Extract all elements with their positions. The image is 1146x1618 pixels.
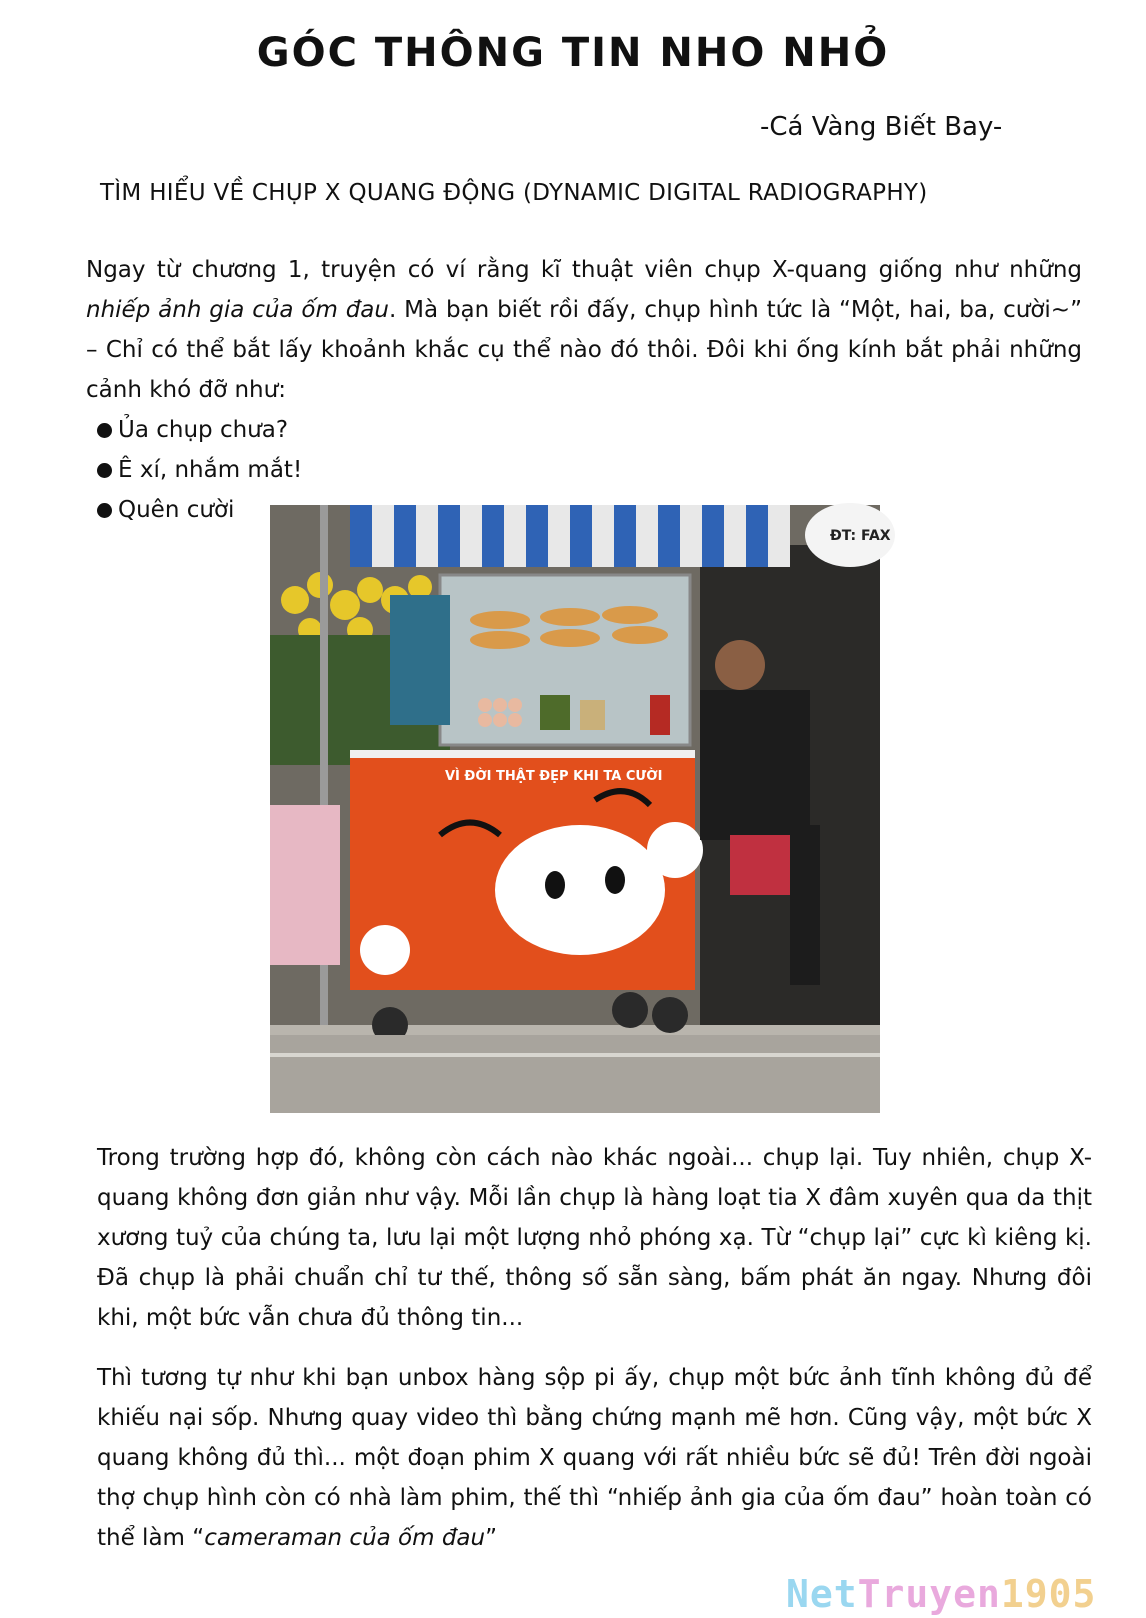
street-cart-photo bbox=[270, 505, 891, 1113]
bullet-dot-icon bbox=[97, 423, 112, 438]
retake-paragraph: Trong trường hợp đó, không còn cách nào khác ngoài... chụp lại. Tuy nhiên, chụp X-quang không đơn giản như vậy. Mỗi lần chụp là hàng loạt tia X đâm xuyên qua da thịt xương tuỷ của chúng ta, lưu lại một lượng nhỏ phóng xạ. Từ “chụp lại” cực kì kiêng kị. Đã chụp là phải chuẩn chỉ tư thế, thông số sẵn sàng, bấm phát ăn ngay. Nhưng đôi khi, một bức vẫn chưa đủ thông tin... bbox=[97, 1145, 1092, 1331]
photo-illustration bbox=[270, 505, 891, 1113]
site-watermark bbox=[786, 1572, 1096, 1616]
section-heading: TÌM HIỂU VỀ CHỤP X QUANG ĐỘNG (DYNAMIC DIGITAL RADIOGRAPHY) bbox=[100, 180, 928, 206]
bullet-item bbox=[97, 410, 302, 450]
intro-text-italic: nhiếp ảnh gia của ốm đau bbox=[86, 297, 389, 323]
bullet-text: Quên cười bbox=[118, 497, 235, 523]
author-signature: -Cá Vàng Biết Bay- bbox=[760, 112, 1003, 142]
bullet-dot-icon bbox=[97, 503, 112, 518]
page-title: GÓC THÔNG TIN NHO NHỎ bbox=[256, 30, 890, 76]
video-analogy-paragraph bbox=[97, 1358, 1092, 1558]
intro-text-part1: Ngay từ chương 1, truyện có ví rằng kĩ thuật viên chụp X-quang giống như những bbox=[86, 257, 1082, 283]
analogy-text-part1: Thì tương tự như khi bạn unbox hàng sộp pi ấy, chụp một bức ảnh tĩnh không đủ để khiếu nại sốp. Nhưng quay video thì bằng chứng mạnh mẽ hơn. Cũng vậy, một bức X quang không đủ thì... một đoạn phim X quang với rất nhiều bức sẽ đủ! Trên đời ngoài thợ chụp hình còn có nhà làm phim, thế thì “nhiếp ảnh gia của ốm đau” hoàn toàn có thể làm “ bbox=[97, 1365, 1092, 1551]
watermark-part2: Truyen bbox=[857, 1572, 1001, 1616]
intro-paragraph bbox=[86, 250, 1082, 410]
bullet-dot-icon bbox=[97, 463, 112, 478]
bullet-text: Ê xí, nhắm mắt! bbox=[118, 457, 303, 483]
watermark-part1: Net bbox=[786, 1572, 858, 1616]
analogy-text-part2: ” bbox=[485, 1525, 498, 1551]
watermark-part3: 1905 bbox=[1000, 1572, 1097, 1616]
intro-text-part2: . Mà bạn biết rồi đấy, chụp hình tức là “Một, hai, ba, cười~” – Chỉ có thể bắt lấy khoảnh khắc cụ thể nào đó thôi. Đôi khi ống kính bắt phải những cảnh khó đỡ như: bbox=[86, 297, 1082, 403]
shop-sign-text: ĐT: FAX bbox=[830, 528, 891, 544]
cart-slogan-text: VÌ ĐỜI THẬT ĐẸP KHI TA CƯỜI bbox=[445, 769, 663, 784]
bullet-item bbox=[97, 450, 302, 490]
analogy-text-italic: cameraman của ốm đau bbox=[204, 1525, 486, 1551]
bullet-text: Ủa chụp chưa? bbox=[118, 417, 289, 443]
